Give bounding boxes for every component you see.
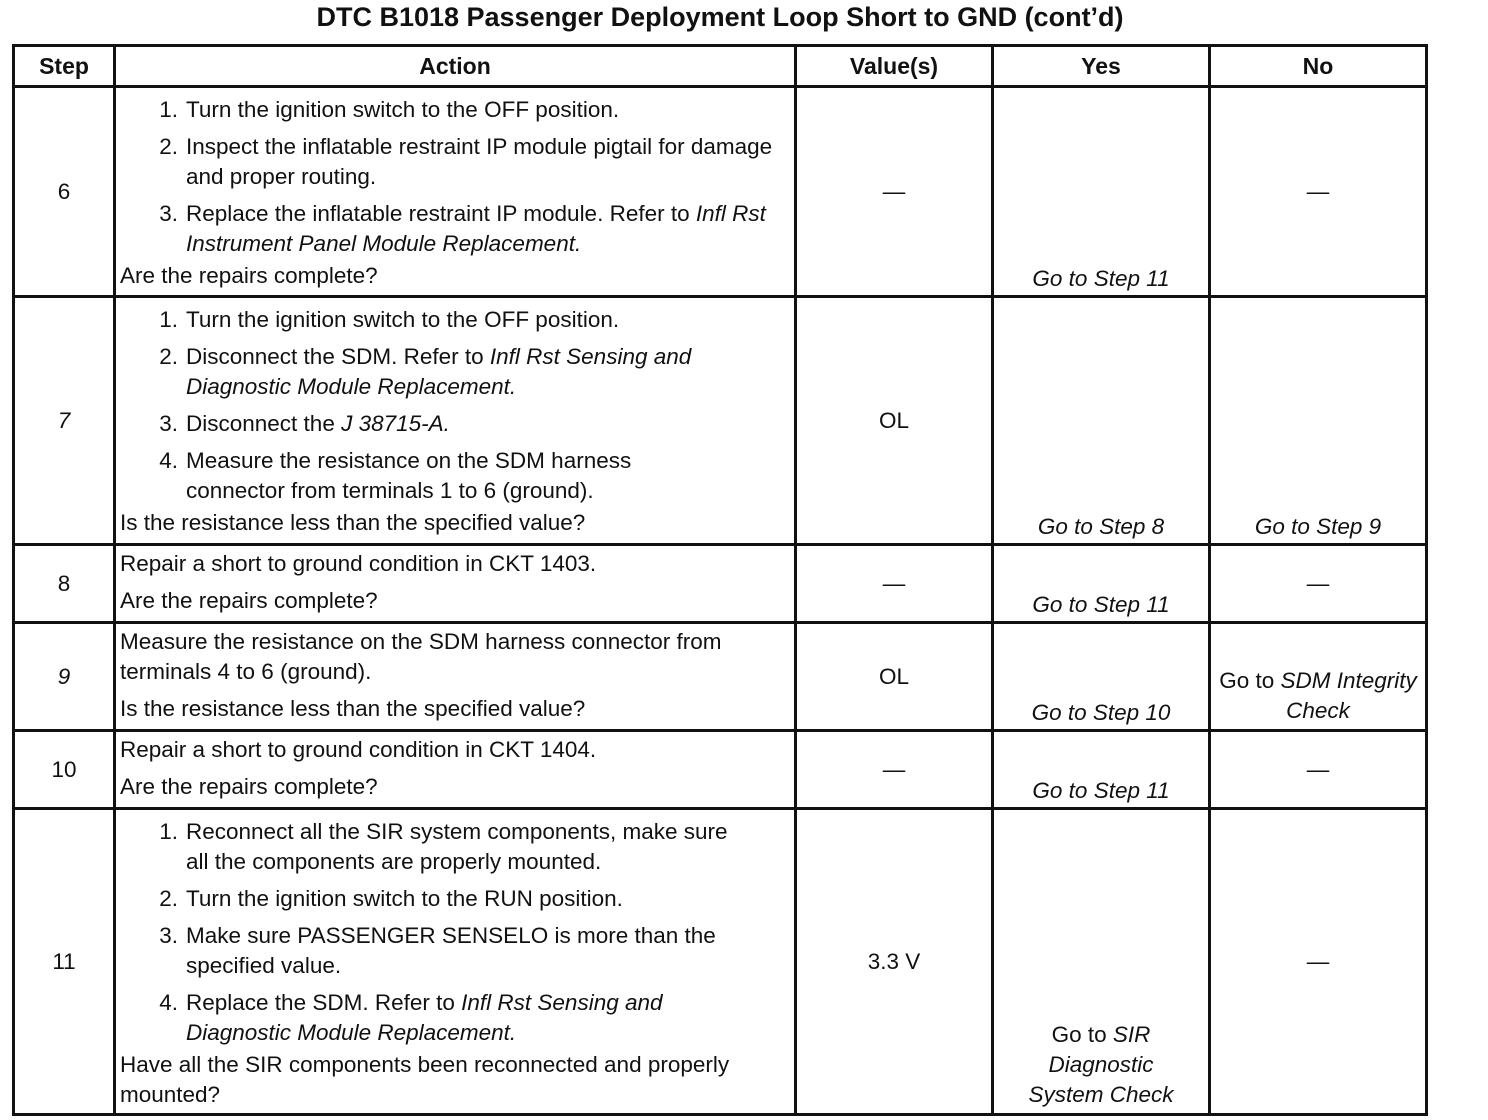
instruction-text: Measure the resistance on the SDM harness connector from terminals 4 to 6 (ground). bbox=[120, 629, 722, 684]
question: Are the repairs complete? bbox=[120, 588, 378, 613]
item-number: 1. bbox=[159, 307, 178, 332]
action-cell bbox=[115, 731, 796, 809]
item-text: Turn the ignition switch to the OFF position. bbox=[186, 307, 620, 332]
reference-link: Infl Rst Sensing and Diagnostic Module Replacement. bbox=[186, 990, 663, 1045]
table-row bbox=[14, 623, 1427, 731]
item-text: Replace the SDM. Refer to bbox=[186, 990, 455, 1015]
item-text: Inspect the inflatable restraint IP module pigtail for damage and proper routing. bbox=[186, 134, 773, 189]
question: Are the repairs complete? bbox=[120, 263, 378, 288]
question: Have all the SIR components been reconnected and properly mounted? bbox=[120, 1052, 730, 1107]
item-text: Turn the ignition switch to the RUN position. bbox=[186, 886, 623, 911]
item-text: Disconnect the bbox=[186, 411, 335, 436]
no-cell: — bbox=[1210, 87, 1427, 297]
no-cell: Go to Step 9 bbox=[1210, 297, 1427, 545]
item-text: Reconnect all the SIR system components, make sure all the components are properly mounted. bbox=[186, 819, 728, 874]
yes-prefix: Go to bbox=[1051, 1022, 1107, 1047]
yes-cell: Go to Step 11 bbox=[993, 731, 1210, 809]
no-cell: — bbox=[1210, 545, 1427, 623]
value-cell: 3.3 V bbox=[796, 809, 993, 1115]
action-cell bbox=[115, 809, 796, 1115]
tool-reference: J 38715-A. bbox=[341, 411, 450, 436]
table-row bbox=[14, 87, 1427, 297]
header-action: Action bbox=[115, 46, 796, 87]
value-cell: OL bbox=[796, 297, 993, 545]
item-number: 4. bbox=[159, 990, 178, 1015]
question: Is the resistance less than the specified value? bbox=[120, 696, 586, 721]
value-cell: — bbox=[796, 87, 993, 297]
item-text: Replace the inflatable restraint IP module. Refer to bbox=[186, 201, 690, 226]
diagnostic-table bbox=[12, 44, 1428, 1116]
no-prefix: Go to bbox=[1219, 668, 1275, 693]
item-text: Measure the resistance on the SDM harness connector from terminals 1 to 6 (ground). bbox=[186, 448, 632, 503]
action-cell bbox=[115, 87, 796, 297]
action-cell bbox=[115, 623, 796, 731]
page-title: DTC B1018 Passenger Deployment Loop Short to GND (cont’d) bbox=[316, 2, 1124, 32]
item-number: 3. bbox=[159, 411, 178, 436]
step-number: 11 bbox=[14, 809, 115, 1115]
yes-cell: Go to Step 10 bbox=[993, 623, 1210, 731]
value-cell: — bbox=[796, 545, 993, 623]
yes-cell: Go to Step 11 bbox=[993, 87, 1210, 297]
header-values: Value(s) bbox=[796, 46, 993, 87]
action-cell bbox=[115, 545, 796, 623]
value-cell: — bbox=[796, 731, 993, 809]
step-number: 6 bbox=[14, 87, 115, 297]
table-row bbox=[14, 297, 1427, 545]
item-number: 3. bbox=[159, 923, 178, 948]
item-number: 2. bbox=[159, 886, 178, 911]
item-number: 1. bbox=[159, 819, 178, 844]
action-cell bbox=[115, 297, 796, 545]
no-cell bbox=[1210, 623, 1427, 731]
step-number: 9 bbox=[14, 623, 115, 731]
table-row bbox=[14, 809, 1427, 1115]
reference-link: Infl Rst Instrument Panel Module Replacement. bbox=[186, 201, 766, 256]
table-row bbox=[14, 731, 1427, 809]
no-cell: — bbox=[1210, 809, 1427, 1115]
value-cell: OL bbox=[796, 623, 993, 731]
no-cell: — bbox=[1210, 731, 1427, 809]
step-number: 10 bbox=[14, 731, 115, 809]
item-text: Turn the ignition switch to the OFF position. bbox=[186, 97, 620, 122]
reference-link: Infl Rst Sensing and Diagnostic Module Replacement. bbox=[186, 344, 692, 399]
question: Is the resistance less than the specified value? bbox=[120, 510, 586, 535]
table-header-row bbox=[14, 46, 1427, 87]
yes-cell: Go to Step 11 bbox=[993, 545, 1210, 623]
yes-cell bbox=[993, 809, 1210, 1115]
item-text: Disconnect the SDM. Refer to bbox=[186, 344, 484, 369]
item-text: Make sure PASSENGER SENSELO is more than the specified value. bbox=[186, 923, 716, 978]
reference-link: SDM Integrity Check bbox=[1280, 668, 1417, 723]
item-number: 3. bbox=[159, 201, 178, 226]
yes-cell: Go to Step 8 bbox=[993, 297, 1210, 545]
question: Are the repairs complete? bbox=[120, 774, 378, 799]
header-step: Step bbox=[14, 46, 115, 87]
table-row bbox=[14, 545, 1427, 623]
item-number: 4. bbox=[159, 448, 178, 473]
item-number: 2. bbox=[159, 134, 178, 159]
item-number: 2. bbox=[159, 344, 178, 369]
instruction-text: Repair a short to ground condition in CKT 1404. bbox=[120, 737, 597, 762]
item-number: 1. bbox=[159, 97, 178, 122]
reference-link: SIR Diagnostic System Check bbox=[1028, 1022, 1174, 1107]
header-yes: Yes bbox=[993, 46, 1210, 87]
step-number: 8 bbox=[14, 545, 115, 623]
header-no: No bbox=[1210, 46, 1427, 87]
instruction-text: Repair a short to ground condition in CKT 1403. bbox=[120, 551, 597, 576]
step-number: 7 bbox=[14, 297, 115, 545]
